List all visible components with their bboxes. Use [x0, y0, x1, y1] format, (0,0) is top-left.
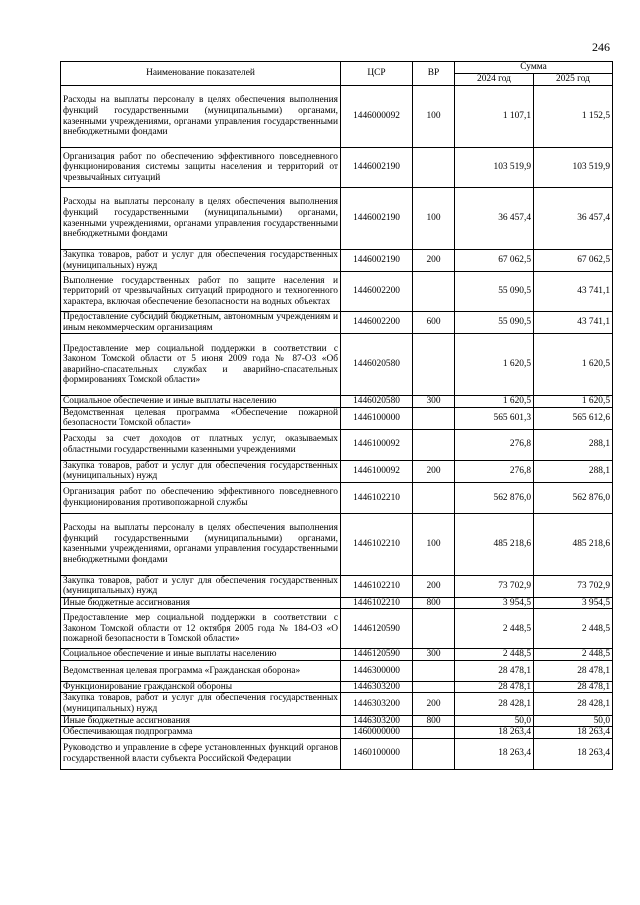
row-sum-2024: 28 478,1 [455, 681, 534, 693]
row-sum-2024: 562 876,0 [455, 482, 534, 513]
row-vr: 800 [413, 715, 455, 727]
row-sum-2025: 43 741,1 [534, 312, 613, 334]
row-csr: 1446020580 [341, 396, 413, 408]
row-csr: 1446303200 [341, 715, 413, 727]
table-row [61, 513, 613, 575]
row-csr: 1446102210 [341, 482, 413, 513]
table-row [61, 597, 613, 609]
row-sum-2025: 2 448,5 [534, 609, 613, 649]
row-csr: 1446303200 [341, 693, 413, 715]
table-row [61, 86, 613, 148]
row-sum-2025: 28 478,1 [534, 660, 613, 681]
row-vr: 100 [413, 188, 455, 250]
row-csr: 1446100092 [341, 429, 413, 460]
row-vr [413, 727, 455, 739]
row-sum-2024: 1 620,5 [455, 334, 534, 396]
table-row [61, 250, 613, 272]
row-vr: 300 [413, 649, 455, 661]
table-row [61, 429, 613, 460]
row-sum-2025: 2 448,5 [534, 649, 613, 661]
table-row [61, 609, 613, 649]
row-name: Предоставление мер социальной поддержки в соответствии с Законом Томской области от 5 июня 2009 года № 87-ОЗ «Об аварийно-спасательных службах и аварийно-спасательных формированиях Томской области» [61, 334, 341, 396]
row-vr: 200 [413, 460, 455, 482]
row-sum-2025: 28 478,1 [534, 681, 613, 693]
row-vr: 200 [413, 693, 455, 715]
row-sum-2024: 565 601,3 [455, 407, 534, 429]
row-name: Руководство и управление в сфере установленных функций органов государственной власти субъекта Российской Федерации [61, 738, 341, 769]
row-sum-2025: 3 954,5 [534, 597, 613, 609]
row-name: Социальное обеспечение и иные выплаты населению [61, 396, 341, 408]
row-csr: 1446002190 [341, 250, 413, 272]
row-sum-2024: 55 090,5 [455, 312, 534, 334]
row-name: Закупка товаров, работ и услуг для обеспечения государственных (муниципальных) нужд [61, 575, 341, 597]
row-name: Расходы на выплаты персоналу в целях обеспечения выполнения функций государственными (муниципальными) органами, казенными учреждениями, органами управления государственными внебюджетными фондами [61, 86, 341, 148]
row-sum-2025: 485 218,6 [534, 513, 613, 575]
row-name: Закупка товаров, работ и услуг для обеспечения государственных (муниципальных) нужд [61, 460, 341, 482]
table-row [61, 693, 613, 715]
row-vr: 200 [413, 250, 455, 272]
row-csr: 1446100000 [341, 407, 413, 429]
row-name: Закупка товаров, работ и услуг для обеспечения государственных (муниципальных) нужд [61, 250, 341, 272]
row-vr [413, 272, 455, 312]
row-sum-2024: 1 107,1 [455, 86, 534, 148]
row-sum-2025: 18 263,4 [534, 738, 613, 769]
row-sum-2025: 67 062,5 [534, 250, 613, 272]
table-row [61, 715, 613, 727]
row-csr: 1446002200 [341, 272, 413, 312]
table-row [61, 188, 613, 250]
row-name: Закупка товаров, работ и услуг для обеспечения государственных (муниципальных) нужд [61, 693, 341, 715]
row-name: Выполнение государственных работ по защите населения и территорий от чрезвычайных ситуаций природного и техногенного характера, включая обеспечение безопасности на водных объектах [61, 272, 341, 312]
table-row [61, 396, 613, 408]
row-csr: 1446102210 [341, 597, 413, 609]
row-csr: 1446002190 [341, 188, 413, 250]
table-row [61, 460, 613, 482]
row-vr [413, 429, 455, 460]
row-csr: 1460000000 [341, 727, 413, 739]
row-csr: 1446000092 [341, 86, 413, 148]
row-sum-2024: 276,8 [455, 429, 534, 460]
row-name: Ведомственная целевая программа «Гражданская оборона» [61, 660, 341, 681]
row-sum-2024: 73 702,9 [455, 575, 534, 597]
row-name: Обеспечивающая подпрограмма [61, 727, 341, 739]
row-sum-2024: 50,0 [455, 715, 534, 727]
row-sum-2025: 1 620,5 [534, 334, 613, 396]
row-csr: 1446120590 [341, 609, 413, 649]
row-csr: 1446102210 [341, 513, 413, 575]
row-sum-2024: 276,8 [455, 460, 534, 482]
row-sum-2024: 55 090,5 [455, 272, 534, 312]
row-sum-2025: 18 263,4 [534, 727, 613, 739]
row-sum-2024: 28 478,1 [455, 660, 534, 681]
budget-table [60, 61, 613, 770]
row-sum-2024: 1 620,5 [455, 396, 534, 408]
row-name: Организация работ по обеспечению эффективного повседневного функционирования системы защиты населения и территорий от чрезвычайных ситуаций [61, 148, 341, 188]
row-name: Социальное обеспечение и иные выплаты населению [61, 649, 341, 661]
row-vr: 100 [413, 513, 455, 575]
row-sum-2024: 36 457,4 [455, 188, 534, 250]
row-sum-2025: 103 519,9 [534, 148, 613, 188]
table-row [61, 738, 613, 769]
row-sum-2024: 2 448,5 [455, 649, 534, 661]
row-csr: 1460100000 [341, 738, 413, 769]
row-sum-2025: 36 457,4 [534, 188, 613, 250]
row-name: Расходы за счет доходов от платных услуг, оказываемых областными государственными казенными учреждениями [61, 429, 341, 460]
row-vr [413, 681, 455, 693]
row-vr [413, 407, 455, 429]
row-vr [413, 660, 455, 681]
row-csr: 1446120590 [341, 649, 413, 661]
row-sum-2025: 1 620,5 [534, 396, 613, 408]
row-sum-2025: 1 152,5 [534, 86, 613, 148]
row-name: Предоставление субсидий бюджетным, автономным учреждениям и иным некоммерческим организациям [61, 312, 341, 334]
header-vr: ВР [413, 62, 455, 86]
table-row [61, 482, 613, 513]
row-sum-2024: 28 428,1 [455, 693, 534, 715]
row-name: Расходы на выплаты персоналу в целях обеспечения выполнения функций государственными (муниципальными) органами, казенными учреждениями, органами управления государственными внебюджетными фондами [61, 513, 341, 575]
row-vr [413, 148, 455, 188]
row-csr: 1446002200 [341, 312, 413, 334]
table-row [61, 148, 613, 188]
row-sum-2024: 18 263,4 [455, 727, 534, 739]
table-row [61, 334, 613, 396]
row-sum-2025: 73 702,9 [534, 575, 613, 597]
header-row [61, 62, 613, 74]
row-vr: 200 [413, 575, 455, 597]
row-name: Иные бюджетные ассигнования [61, 715, 341, 727]
header-2025: 2025 год [534, 73, 613, 85]
header-sum: Сумма [455, 62, 613, 74]
row-csr: 1446002190 [341, 148, 413, 188]
row-vr: 100 [413, 86, 455, 148]
row-csr: 1446303200 [341, 681, 413, 693]
row-vr [413, 609, 455, 649]
table-row [61, 649, 613, 661]
row-name: Предоставление мер социальной поддержки в соответствии с Законом Томской области от 12 октября 2005 года № 184-ОЗ «О пожарной безопасности в Томской области» [61, 609, 341, 649]
row-vr: 600 [413, 312, 455, 334]
row-csr: 1446102210 [341, 575, 413, 597]
row-csr: 1446300000 [341, 660, 413, 681]
row-sum-2025: 43 741,1 [534, 272, 613, 312]
row-vr [413, 334, 455, 396]
table-row [61, 312, 613, 334]
row-vr: 300 [413, 396, 455, 408]
row-sum-2025: 562 876,0 [534, 482, 613, 513]
row-sum-2024: 485 218,6 [455, 513, 534, 575]
table-row [61, 727, 613, 739]
row-csr: 1446100092 [341, 460, 413, 482]
row-name: Ведомственная целевая программа «Обеспечение пожарной безопасности Томской области» [61, 407, 341, 429]
table-row [61, 660, 613, 681]
table-row [61, 575, 613, 597]
row-sum-2024: 67 062,5 [455, 250, 534, 272]
header-name: Наименование показателей [61, 62, 341, 86]
header-2024: 2024 год [455, 73, 534, 85]
row-sum-2025: 288,1 [534, 460, 613, 482]
row-sum-2025: 28 428,1 [534, 693, 613, 715]
row-csr: 1446020580 [341, 334, 413, 396]
table-row [61, 272, 613, 312]
row-name: Организация работ по обеспечению эффективного повседневного функционирования противопожарной службы [61, 482, 341, 513]
page-number: 246 [592, 40, 610, 54]
row-name: Иные бюджетные ассигнования [61, 597, 341, 609]
row-sum-2025: 288,1 [534, 429, 613, 460]
table-row [61, 681, 613, 693]
header-csr: ЦСР [341, 62, 413, 86]
row-sum-2024: 3 954,5 [455, 597, 534, 609]
row-vr [413, 738, 455, 769]
row-vr [413, 482, 455, 513]
row-sum-2024: 103 519,9 [455, 148, 534, 188]
row-sum-2024: 2 448,5 [455, 609, 534, 649]
row-name: Расходы на выплаты персоналу в целях обеспечения выполнения функций государственными (муниципальными) органами, казенными учреждениями, органами управления государственными внебюджетными фондами [61, 188, 341, 250]
row-sum-2025: 50,0 [534, 715, 613, 727]
row-name: Функционирование гражданской обороны [61, 681, 341, 693]
row-sum-2024: 18 263,4 [455, 738, 534, 769]
row-sum-2025: 565 612,6 [534, 407, 613, 429]
row-vr: 800 [413, 597, 455, 609]
table-row [61, 407, 613, 429]
